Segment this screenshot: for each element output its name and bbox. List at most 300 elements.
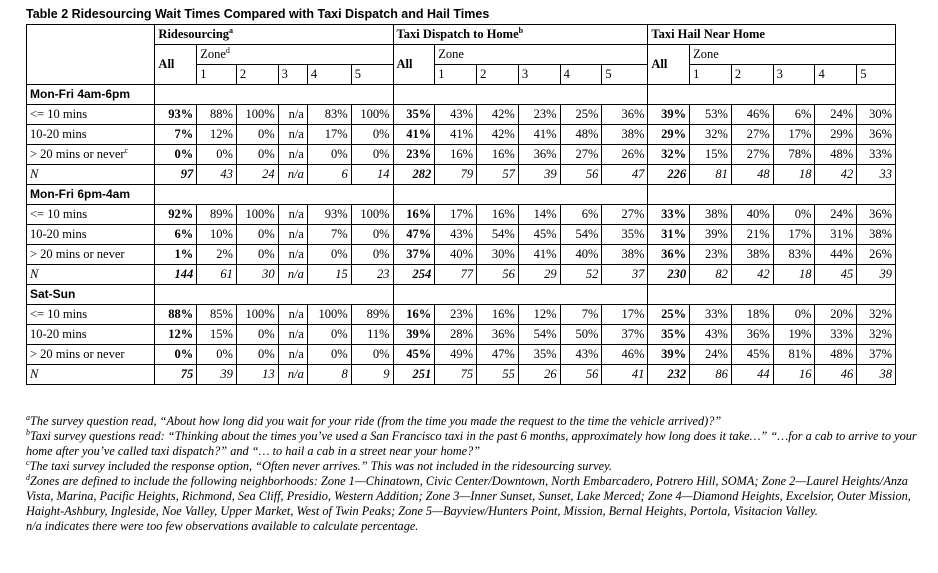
ride-cell: 0%	[351, 125, 393, 145]
ride-cell: 0%	[197, 345, 237, 365]
hail-cell: 32%	[648, 145, 690, 165]
disp-cell: 38%	[602, 245, 648, 265]
ride-cell: 8	[307, 365, 351, 385]
ride-cell: 12%	[197, 125, 237, 145]
table-row	[27, 165, 896, 185]
disp-cell: 26%	[602, 145, 648, 165]
hail-cell: 43%	[690, 325, 732, 345]
disp-cell: 43%	[560, 345, 602, 365]
ride-cell: n/a	[278, 265, 307, 285]
disp-cell: 28%	[435, 325, 477, 345]
hail-cell: 26%	[857, 245, 896, 265]
hail-cell: 36%	[857, 205, 896, 225]
table-row	[27, 365, 896, 385]
hail-cell: 18	[773, 165, 815, 185]
ride-cell: 0%	[155, 345, 197, 365]
ride-cell: 7%	[307, 225, 351, 245]
ride-cell: n/a	[278, 305, 307, 325]
row-label	[27, 145, 155, 165]
ride-cell: 0%	[155, 145, 197, 165]
table-row	[27, 105, 896, 125]
row-label	[27, 105, 155, 125]
header-zone-disp: Zone	[435, 45, 648, 65]
hail-cell: 38%	[731, 245, 773, 265]
hail-cell: 17%	[773, 125, 815, 145]
ride-cell: n/a	[278, 205, 307, 225]
disp-cell: 16%	[477, 145, 519, 165]
hail-cell: 38	[857, 365, 896, 385]
ride-cell: 88%	[197, 105, 237, 125]
disp-cell: 16%	[393, 305, 435, 325]
zone-number-header: 4	[560, 65, 602, 85]
disp-cell: 16%	[477, 305, 519, 325]
row-label	[27, 205, 155, 225]
hail-cell: 42	[815, 165, 857, 185]
group-spacer	[648, 285, 896, 305]
ride-cell: 89%	[351, 305, 393, 325]
disp-cell: 12%	[518, 305, 560, 325]
hail-cell: 48	[731, 165, 773, 185]
ride-cell: 9	[351, 365, 393, 385]
ride-cell: 75	[155, 365, 197, 385]
footnote-marker: b	[26, 427, 30, 437]
hail-cell: 19%	[773, 325, 815, 345]
group-spacer	[393, 185, 648, 205]
ride-cell: 61	[197, 265, 237, 285]
ride-cell: 92%	[155, 205, 197, 225]
disp-cell: 79	[435, 165, 477, 185]
zone-number-header: 2	[236, 65, 278, 85]
hail-cell: 36%	[648, 245, 690, 265]
group-row	[27, 185, 896, 205]
header-blank	[27, 25, 155, 85]
hail-cell: 16	[773, 365, 815, 385]
table-caption: Table 2 Ridesourcing Wait Times Compared with Taxi Dispatch and Hail Times	[26, 7, 490, 21]
disp-cell: 43%	[435, 105, 477, 125]
zone-number-header: 5	[602, 65, 648, 85]
row-label	[27, 245, 155, 265]
hail-cell: 48%	[815, 145, 857, 165]
group-row	[27, 85, 896, 105]
hail-cell: 226	[648, 165, 690, 185]
table-row	[27, 245, 896, 265]
hail-cell: 32%	[690, 125, 732, 145]
disp-cell: 54%	[560, 225, 602, 245]
ride-cell: 0%	[307, 345, 351, 365]
ride-cell: 97	[155, 165, 197, 185]
disp-cell: 26	[518, 365, 560, 385]
table-row	[27, 305, 896, 325]
disp-cell: 29	[518, 265, 560, 285]
hail-cell: 44%	[815, 245, 857, 265]
disp-cell: 23%	[518, 105, 560, 125]
zone-number-header: 5	[351, 65, 393, 85]
footnote	[26, 474, 926, 519]
hail-cell: 29%	[648, 125, 690, 145]
hail-cell: 33%	[857, 145, 896, 165]
ride-cell: 6	[307, 165, 351, 185]
hail-cell: 17%	[773, 225, 815, 245]
ride-cell: n/a	[278, 245, 307, 265]
hail-cell: 38%	[690, 205, 732, 225]
header-zone-ride: Zone$^d$	[197, 45, 393, 65]
hail-cell: 36%	[857, 125, 896, 145]
ride-cell: 83%	[307, 105, 351, 125]
header-taxi-hail: Taxi Hail Near Home	[648, 25, 896, 45]
ride-cell: 144	[155, 265, 197, 285]
ride-cell: 0%	[236, 245, 278, 265]
row-label-text: > 20 mins or never	[30, 347, 125, 361]
hail-cell: 25%	[648, 305, 690, 325]
disp-cell: 75	[435, 365, 477, 385]
row-label	[27, 165, 155, 185]
header-row-top	[27, 25, 896, 45]
ride-cell: 6%	[155, 225, 197, 245]
disp-cell: 41	[602, 365, 648, 385]
row-label	[27, 225, 155, 245]
ride-cell: n/a	[278, 365, 307, 385]
zone-number-header: 3	[518, 65, 560, 85]
disp-cell: 16%	[393, 205, 435, 225]
wait-times-table	[26, 24, 896, 385]
ride-cell: 100%	[236, 205, 278, 225]
ride-cell: 14	[351, 165, 393, 185]
row-label-text: 10-20 mins	[30, 127, 87, 141]
hail-cell: 81%	[773, 345, 815, 365]
disp-cell: 49%	[435, 345, 477, 365]
disp-cell: 16%	[477, 205, 519, 225]
disp-cell: 39	[518, 165, 560, 185]
disp-cell: 54%	[518, 325, 560, 345]
zone-number-header: 2	[477, 65, 519, 85]
header-row-zone	[27, 45, 896, 65]
row-label-text: N	[30, 267, 39, 281]
table-row	[27, 265, 896, 285]
group-label: Mon-Fri 6pm-4am	[27, 185, 155, 205]
ride-cell: n/a	[278, 105, 307, 125]
disp-cell: 35%	[393, 105, 435, 125]
disp-cell: 45%	[518, 225, 560, 245]
disp-cell: 35%	[602, 225, 648, 245]
table-row	[27, 345, 896, 365]
disp-cell: 37%	[393, 245, 435, 265]
row-label-text: > 20 mins or never	[30, 247, 125, 261]
ride-cell: 24	[236, 165, 278, 185]
hail-cell: 31%	[648, 225, 690, 245]
disp-cell: 14%	[518, 205, 560, 225]
hail-cell: 35%	[648, 325, 690, 345]
header-all-hail: All	[648, 45, 690, 85]
zone-number-header: 1	[435, 65, 477, 85]
hail-cell: 39%	[690, 225, 732, 245]
table-row	[27, 145, 896, 165]
disp-cell: 37%	[602, 325, 648, 345]
ride-cell: 100%	[307, 305, 351, 325]
hail-cell: 32%	[857, 325, 896, 345]
hail-cell: 36%	[731, 325, 773, 345]
hail-cell: 27%	[731, 145, 773, 165]
footnote	[26, 429, 926, 459]
hail-cell: 31%	[815, 225, 857, 245]
hail-cell: 230	[648, 265, 690, 285]
hail-cell: 0%	[773, 205, 815, 225]
disp-cell: 25%	[560, 105, 602, 125]
hail-cell: 24%	[815, 205, 857, 225]
group-row	[27, 285, 896, 305]
ride-cell: 100%	[351, 205, 393, 225]
ride-cell: 0%	[236, 345, 278, 365]
row-label-text: N	[30, 167, 39, 181]
disp-cell: 41%	[518, 245, 560, 265]
disp-cell: 41%	[393, 125, 435, 145]
zone-number-header: 1	[690, 65, 732, 85]
ride-cell: 0%	[236, 125, 278, 145]
hail-cell: 29%	[815, 125, 857, 145]
header-all-disp: All	[393, 45, 435, 85]
ride-cell: 1%	[155, 245, 197, 265]
footnote-text: n/a indicates there were too few observations available to calculate percentage.	[26, 519, 419, 533]
ride-cell: 0%	[236, 225, 278, 245]
row-label-text: <= 10 mins	[30, 307, 88, 321]
disp-cell: 41%	[435, 125, 477, 145]
row-label-text: <= 10 mins	[30, 107, 88, 121]
ride-cell: 85%	[197, 305, 237, 325]
hail-cell: 46	[815, 365, 857, 385]
hail-cell: 48%	[815, 345, 857, 365]
ride-cell: 0%	[351, 225, 393, 245]
hail-cell: 33%	[690, 305, 732, 325]
disp-cell: 40%	[435, 245, 477, 265]
ride-cell: 0%	[307, 325, 351, 345]
hail-cell: 46%	[731, 105, 773, 125]
header-zone-hail: Zone	[690, 45, 896, 65]
ride-cell: n/a	[278, 325, 307, 345]
hail-cell: 39%	[648, 345, 690, 365]
disp-cell: 35%	[518, 345, 560, 365]
ride-cell: 11%	[351, 325, 393, 345]
footnote	[26, 519, 926, 534]
footnote-text: The survey question read, “About how long did you wait for your ride (from the time you made the request to the time the vehicle arrived)?”	[30, 414, 722, 428]
zone-number-header: 3	[773, 65, 815, 85]
row-label	[27, 345, 155, 365]
hail-cell: 33	[857, 165, 896, 185]
table-body	[27, 25, 896, 385]
ride-cell: 39	[197, 365, 237, 385]
row-label-text: N	[30, 367, 39, 381]
ride-cell: n/a	[278, 165, 307, 185]
disp-cell: 48%	[560, 125, 602, 145]
header-all-ride: All	[155, 45, 197, 85]
ride-cell: 0%	[236, 145, 278, 165]
table-row	[27, 325, 896, 345]
hail-cell: 82	[690, 265, 732, 285]
disp-cell: 40%	[560, 245, 602, 265]
table-row	[27, 205, 896, 225]
row-label-text: <= 10 mins	[30, 207, 88, 221]
disp-cell: 27%	[602, 205, 648, 225]
disp-cell: 37	[602, 265, 648, 285]
disp-cell: 47%	[477, 345, 519, 365]
hail-cell: 18%	[731, 305, 773, 325]
ride-cell: n/a	[278, 125, 307, 145]
table-footnotes	[26, 414, 926, 534]
footnote-marker: d	[26, 472, 30, 482]
disp-cell: 27%	[560, 145, 602, 165]
disp-cell: 52	[560, 265, 602, 285]
row-label	[27, 365, 155, 385]
ride-cell: 0%	[236, 325, 278, 345]
hail-cell: 6%	[773, 105, 815, 125]
disp-cell: 282	[393, 165, 435, 185]
ride-cell: 2%	[197, 245, 237, 265]
group-spacer	[155, 285, 393, 305]
disp-cell: 47	[602, 165, 648, 185]
disp-cell: 55	[477, 365, 519, 385]
disp-cell: 43%	[435, 225, 477, 245]
row-label	[27, 265, 155, 285]
ride-cell: 0%	[307, 145, 351, 165]
ride-cell: n/a	[278, 145, 307, 165]
disp-cell: 16%	[435, 145, 477, 165]
disp-cell: 77	[435, 265, 477, 285]
group-spacer	[155, 185, 393, 205]
ride-cell: 100%	[236, 105, 278, 125]
row-label	[27, 305, 155, 325]
table-row	[27, 125, 896, 145]
hail-cell: 18	[773, 265, 815, 285]
ride-cell: 7%	[155, 125, 197, 145]
zone-number-header: 4	[307, 65, 351, 85]
disp-cell: 56	[560, 165, 602, 185]
hail-cell: 81	[690, 165, 732, 185]
hail-cell: 23%	[690, 245, 732, 265]
table-row	[27, 225, 896, 245]
ride-cell: 23	[351, 265, 393, 285]
ride-cell: 15	[307, 265, 351, 285]
disp-cell: 42%	[477, 125, 519, 145]
row-label-text: > 20 mins or never	[30, 147, 125, 161]
hail-cell: 78%	[773, 145, 815, 165]
group-spacer	[648, 185, 896, 205]
disp-cell: 57	[477, 165, 519, 185]
header-ridesourcing: Ridesourcing$^a$	[155, 25, 393, 45]
disp-cell: 254	[393, 265, 435, 285]
hail-cell: 232	[648, 365, 690, 385]
ride-cell: 0%	[351, 345, 393, 365]
zone-number-header: 4	[815, 65, 857, 85]
ride-cell: 0%	[197, 145, 237, 165]
disp-cell: 50%	[560, 325, 602, 345]
ride-cell: 15%	[197, 325, 237, 345]
hail-cell: 39	[857, 265, 896, 285]
zone-number-header: 5	[857, 65, 896, 85]
ride-cell: n/a	[278, 345, 307, 365]
disp-cell: 30%	[477, 245, 519, 265]
disp-cell: 36%	[477, 325, 519, 345]
ride-cell: 17%	[307, 125, 351, 145]
disp-cell: 36%	[518, 145, 560, 165]
hail-cell: 0%	[773, 305, 815, 325]
hail-cell: 83%	[773, 245, 815, 265]
disp-cell: 23%	[393, 145, 435, 165]
zone-number-header: 3	[278, 65, 307, 85]
ride-cell: 93%	[307, 205, 351, 225]
disp-cell: 56	[477, 265, 519, 285]
row-label	[27, 125, 155, 145]
hail-cell: 21%	[731, 225, 773, 245]
disp-cell: 17%	[435, 205, 477, 225]
hail-cell: 40%	[731, 205, 773, 225]
disp-cell: 7%	[560, 305, 602, 325]
hail-cell: 45	[815, 265, 857, 285]
footnote-marker: c	[26, 457, 30, 467]
hail-cell: 44	[731, 365, 773, 385]
ride-cell: 13	[236, 365, 278, 385]
ride-cell: 89%	[197, 205, 237, 225]
header-taxi-dispatch: Taxi Dispatch to Home$^b$	[393, 25, 648, 45]
ride-cell: 0%	[307, 245, 351, 265]
group-label: Mon-Fri 4am-6pm	[27, 85, 155, 105]
group-label: Sat-Sun	[27, 285, 155, 305]
disp-cell: 54%	[477, 225, 519, 245]
disp-cell: 46%	[602, 345, 648, 365]
hail-cell: 32%	[857, 305, 896, 325]
row-label-text: 10-20 mins	[30, 227, 87, 241]
hail-cell: 38%	[857, 225, 896, 245]
hail-cell: 45%	[731, 345, 773, 365]
ride-cell: 0%	[351, 245, 393, 265]
group-spacer	[393, 285, 648, 305]
disp-cell: 45%	[393, 345, 435, 365]
footnote-marker: a	[26, 412, 30, 422]
row-label-sup: c	[124, 145, 129, 155]
disp-cell: 38%	[602, 125, 648, 145]
disp-cell: 56	[560, 365, 602, 385]
row-label-text: 10-20 mins	[30, 327, 87, 341]
hail-cell: 20%	[815, 305, 857, 325]
hail-cell: 24%	[815, 105, 857, 125]
hail-cell: 53%	[690, 105, 732, 125]
hail-cell: 33%	[648, 205, 690, 225]
disp-cell: 17%	[602, 305, 648, 325]
ride-cell: 43	[197, 165, 237, 185]
hail-cell: 42	[731, 265, 773, 285]
ride-cell: 10%	[197, 225, 237, 245]
disp-cell: 47%	[393, 225, 435, 245]
hail-cell: 24%	[690, 345, 732, 365]
disp-cell: 39%	[393, 325, 435, 345]
disp-cell: 251	[393, 365, 435, 385]
disp-cell: 42%	[477, 105, 519, 125]
hail-cell: 86	[690, 365, 732, 385]
footnote-text: The taxi survey included the response option, “Often never arrives.” This was not included in the ridesourcing survey.	[29, 459, 612, 473]
footnote	[26, 459, 926, 474]
hail-cell: 27%	[731, 125, 773, 145]
disp-cell: 41%	[518, 125, 560, 145]
ride-cell: 100%	[351, 105, 393, 125]
group-spacer	[155, 85, 393, 105]
ride-cell: n/a	[278, 225, 307, 245]
group-spacer	[393, 85, 648, 105]
hail-cell: 15%	[690, 145, 732, 165]
group-spacer	[648, 85, 896, 105]
ride-cell: 0%	[351, 145, 393, 165]
row-label	[27, 325, 155, 345]
zone-number-header: 2	[731, 65, 773, 85]
hail-cell: 30%	[857, 105, 896, 125]
ride-cell: 30	[236, 265, 278, 285]
zone-number-header: 1	[197, 65, 237, 85]
